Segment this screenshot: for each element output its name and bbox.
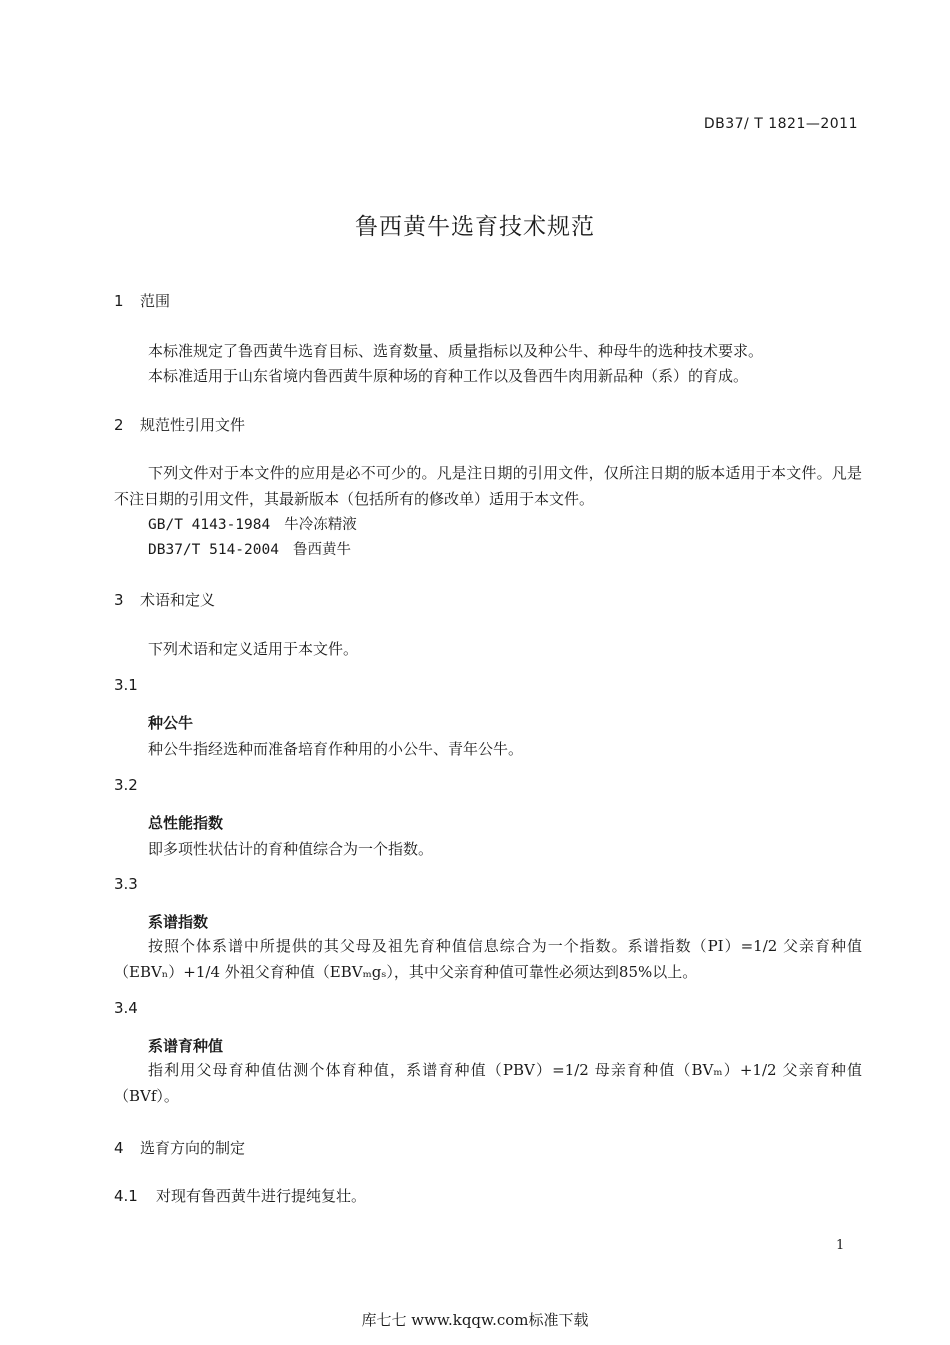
term-definition: 即多项性状估计的育种值综合为一个指数。 xyxy=(148,840,434,858)
term-definition: 按照个体系谱中所提供的其父母及祖先育种值信息综合为一个指数。系谱指数（PI）=1/2 父亲育种值（EBVₙ）+1/4 外祖父育种值（EBVₘgₛ），其中父亲育种值可靠性必须达到85%以上。 xyxy=(114,937,862,981)
reference-name: 鲁西黄牛 xyxy=(292,542,351,558)
reference-name: 牛冷冻精液 xyxy=(284,517,357,533)
term-number: 3.3 xyxy=(114,875,138,893)
section-title: 规范性引用文件 xyxy=(140,416,246,434)
term-number: 3.2 xyxy=(114,776,138,794)
document-title: 鲁西黄牛选育技术规范 xyxy=(355,214,595,240)
section-3-heading xyxy=(114,589,215,610)
term-number: 3.1 xyxy=(114,676,138,694)
subsection-4-1 xyxy=(114,1185,366,1206)
section-4-heading xyxy=(114,1137,245,1158)
section-title: 选育方向的制定 xyxy=(140,1139,246,1157)
term-title: 总性能指数 xyxy=(148,814,224,832)
section-2-paragraph: 下列文件对于本文件的应用是必不可少的。凡是注日期的引用文件，仅所注日期的版本适用于本文件。凡是不注日期的引用文件，其最新版本（包括所有的修改单）适用于本文件。 xyxy=(114,464,862,508)
page-number: 1 xyxy=(836,1238,845,1253)
reference-code: GB/T 4143-1984 xyxy=(148,517,271,533)
subsection-text: 对现有鲁西黄牛进行提纯复壮。 xyxy=(156,1187,367,1205)
term-title: 系谱育种值 xyxy=(148,1037,224,1055)
reference-1 xyxy=(148,513,357,534)
reference-2 xyxy=(148,538,351,559)
section-number: 4 xyxy=(114,1139,124,1157)
subsection-number: 4.1 xyxy=(114,1187,138,1205)
section-number: 2 xyxy=(114,416,124,434)
section-3-intro: 下列术语和定义适用于本文件。 xyxy=(148,640,359,658)
footer-watermark: 库七七 www.kqqw.com标准下载 xyxy=(361,1311,589,1329)
term-definition: 种公牛指经选种而准备培育作种用的小公牛、青年公牛。 xyxy=(148,740,524,758)
section-2-heading xyxy=(114,414,245,435)
section-1-paragraph-2: 本标准适用于山东省境内鲁西黄牛原种场的育种工作以及鲁西牛肉用新品种（系）的育成。 xyxy=(148,367,749,385)
reference-code: DB37/T 514-2004 xyxy=(148,542,279,558)
section-number: 1 xyxy=(114,292,124,310)
term-definition: 指利用父母育种值估测个体育种值，系谱育种值（PBV）=1/2 母亲育种值（BVₘ）+1/2 父亲育种值（BVf）。 xyxy=(114,1061,862,1105)
section-title: 范围 xyxy=(140,292,171,310)
section-1-heading xyxy=(114,290,170,311)
term-title: 种公牛 xyxy=(148,714,194,732)
term-number: 3.4 xyxy=(114,999,138,1017)
section-number: 3 xyxy=(114,591,124,609)
document-code: DB37/ T 1821—2011 xyxy=(703,116,858,132)
term-title: 系谱指数 xyxy=(148,913,209,931)
section-1-paragraph-1: 本标准规定了鲁西黄牛选育目标、选育数量、质量指标以及种公牛、种母牛的选种技术要求。 xyxy=(148,342,764,360)
section-title: 术语和定义 xyxy=(140,591,216,609)
